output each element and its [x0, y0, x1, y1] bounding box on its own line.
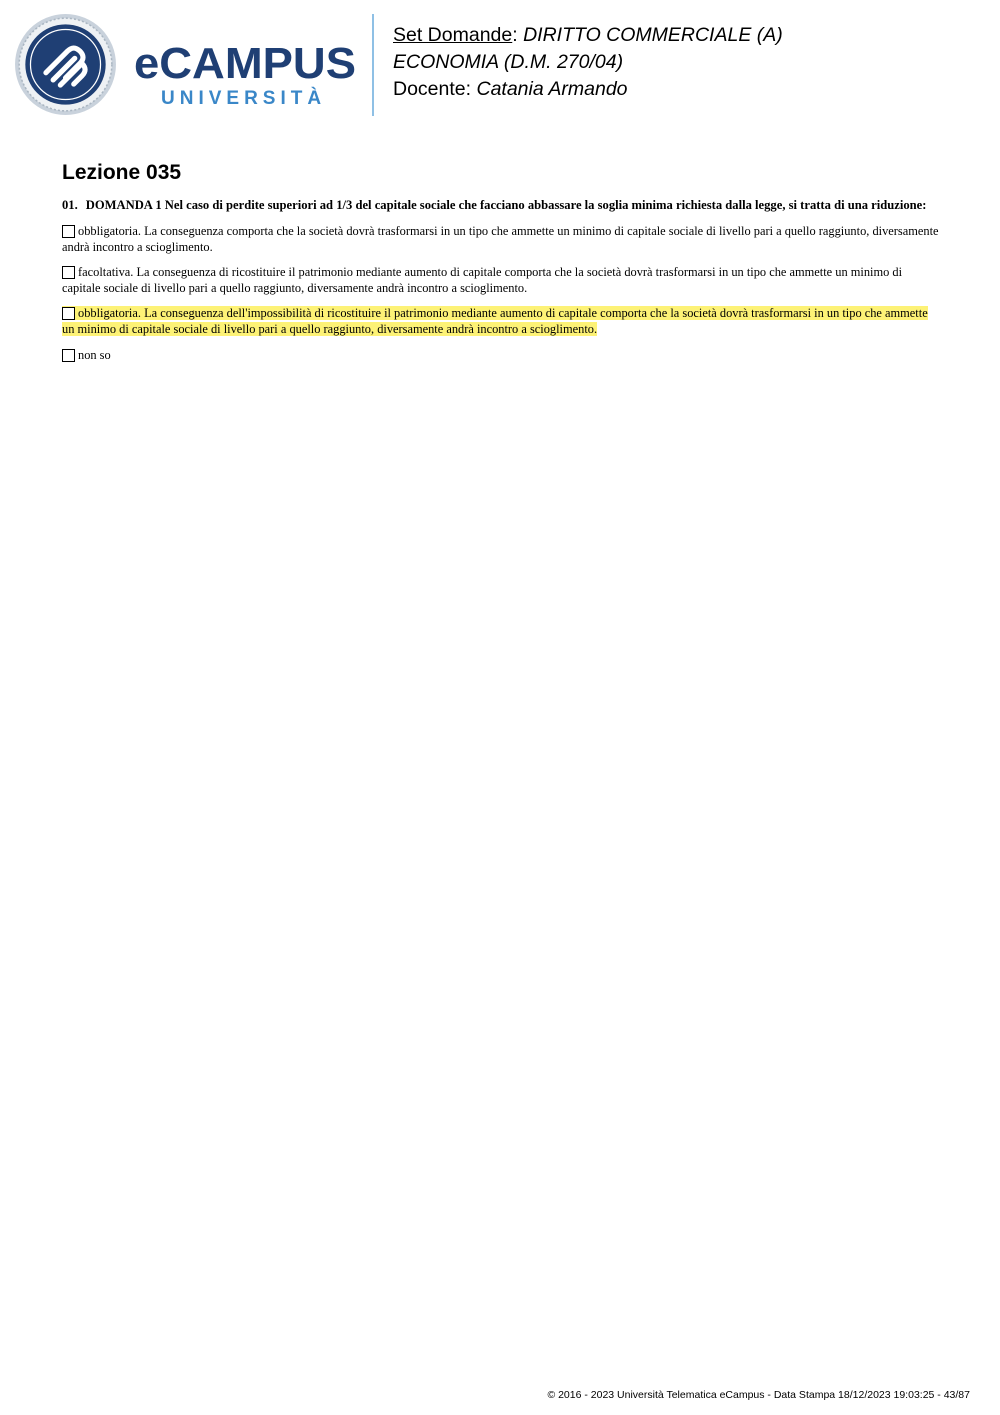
set-label: Set Domande	[393, 24, 513, 46]
answer-option-2	[62, 265, 942, 296]
course-info-line1: Set Domande: DIRITTO COMMERCIALE (A)	[393, 24, 783, 46]
answer-option-3	[62, 306, 942, 337]
page-header	[0, 0, 1000, 130]
header-divider	[372, 14, 374, 116]
ecampus-logo-text: eCAMPUS	[134, 39, 356, 86]
course-info-line3: Docente: Catania Armando	[393, 78, 628, 100]
question-text	[62, 198, 942, 213]
option-checkbox[interactable]	[62, 349, 75, 362]
set-value-line2: ECONOMIA (D.M. 270/04)	[393, 51, 624, 73]
answer-option-4	[62, 348, 942, 364]
ecampus-logo-subtext: UNIVERSITÀ	[161, 88, 327, 109]
option-text: facoltativa. La conseguenza di ricostituire il patrimonio mediante aumento di capitale comporta che la società dovrà trasformarsi in un tipo che ammette un minimo di capitale sociale di livello pari a quello raggiunto, diversamente andrà incontro a scioglimento.	[62, 265, 903, 295]
ecampus-seal-logo	[14, 13, 117, 116]
teacher-value: Catania Armando	[476, 78, 628, 100]
question-number: 01.	[62, 198, 78, 212]
highlighted-answer	[62, 306, 928, 336]
option-text: obbligatoria. La conseguenza dell'impossibilità di ricostituire il patrimonio mediante aumento di capitale comporta che la società dovrà trasformarsi in un tipo che ammette un minimo di capitale sociale di livello pari a quello raggiunto, diversamente andrà incontro a scioglimento.	[62, 306, 928, 336]
course-info-line2	[393, 49, 983, 76]
option-text: non so	[78, 348, 111, 362]
question-body: DOMANDA 1 Nel caso di perdite superiori ad 1/3 del capitale sociale che facciano abbassare la soglia minima richiesta dalla legge, si tratta di una riduzione:	[85, 198, 927, 212]
option-checkbox[interactable]	[62, 266, 75, 279]
answer-option-1	[62, 224, 942, 255]
page-footer: © 2016 - 2023 Università Telematica eCampus - Data Stampa 18/12/2023 19:03:25 - 43/87	[547, 1389, 970, 1401]
course-info	[393, 22, 983, 103]
option-checkbox[interactable]	[62, 225, 75, 238]
teacher-label: Docente	[393, 78, 466, 100]
option-checkbox[interactable]	[62, 307, 75, 320]
set-value-line1: DIRITTO COMMERCIALE (A)	[523, 24, 783, 46]
lesson-title: Lezione 035	[62, 161, 182, 184]
ecampus-wordmark	[134, 38, 356, 86]
option-text: obbligatoria. La conseguenza comporta che la società dovrà trasformarsi in un tipo che ammette un minimo di capitale sociale di livello pari a quello raggiunto, diversamente andrà incontro a scioglimento.	[62, 224, 939, 254]
